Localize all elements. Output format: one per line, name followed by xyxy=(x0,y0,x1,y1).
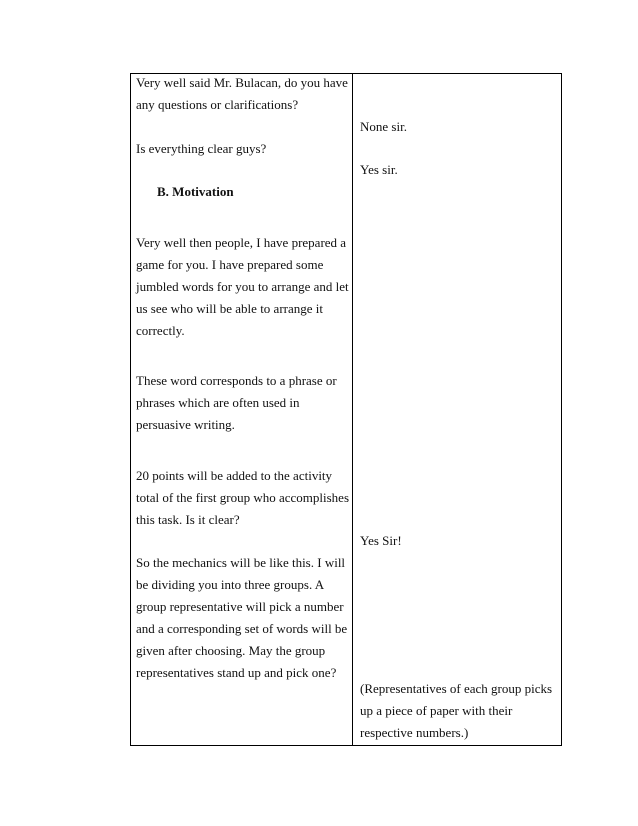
teacher-line: any questions or clarifications? xyxy=(136,97,299,112)
teacher-line: Is everything clear guys? xyxy=(136,141,267,156)
teacher-line: group representative will pick a number xyxy=(136,599,344,614)
teacher-line: game for you. I have prepared some xyxy=(136,257,324,272)
teacher-line: representatives stand up and pick one? xyxy=(136,665,337,680)
section-heading-motivation: B. Motivation xyxy=(157,184,234,199)
teacher-line: These word corresponds to a phrase or xyxy=(136,373,337,388)
teacher-line: Very well said Mr. Bulacan, do you have xyxy=(136,75,348,90)
teacher-line: be dividing you into three groups. A xyxy=(136,577,325,592)
student-action: (Representatives of each group picks xyxy=(360,681,553,696)
teacher-line: us see who will be able to arrange it xyxy=(136,301,323,316)
teacher-line: correctly. xyxy=(136,323,185,338)
teacher-line: phrases which are often used in xyxy=(136,395,300,410)
teacher-line: this task. Is it clear? xyxy=(136,512,240,527)
teacher-line: jumbled words for you to arrange and let xyxy=(136,279,349,294)
student-reply: Yes sir. xyxy=(360,162,398,177)
teacher-line: and a corresponding set of words will be xyxy=(136,621,348,636)
teacher-line: 20 points will be added to the activity xyxy=(136,468,333,483)
teacher-line: total of the first group who accomplishes xyxy=(136,490,350,505)
teacher-line: persuasive writing. xyxy=(136,417,235,432)
student-reply: Yes Sir! xyxy=(360,533,402,548)
student-action: up a piece of paper with their xyxy=(360,703,513,718)
teacher-line: Very well then people, I have prepared a xyxy=(136,235,347,250)
student-action: respective numbers.) xyxy=(360,725,469,740)
student-reply: None sir. xyxy=(360,119,407,134)
teacher-line: given after choosing. May the group xyxy=(136,643,326,658)
column-divider xyxy=(352,73,353,746)
teacher-line: So the mechanics will be like this. I will xyxy=(136,555,346,570)
